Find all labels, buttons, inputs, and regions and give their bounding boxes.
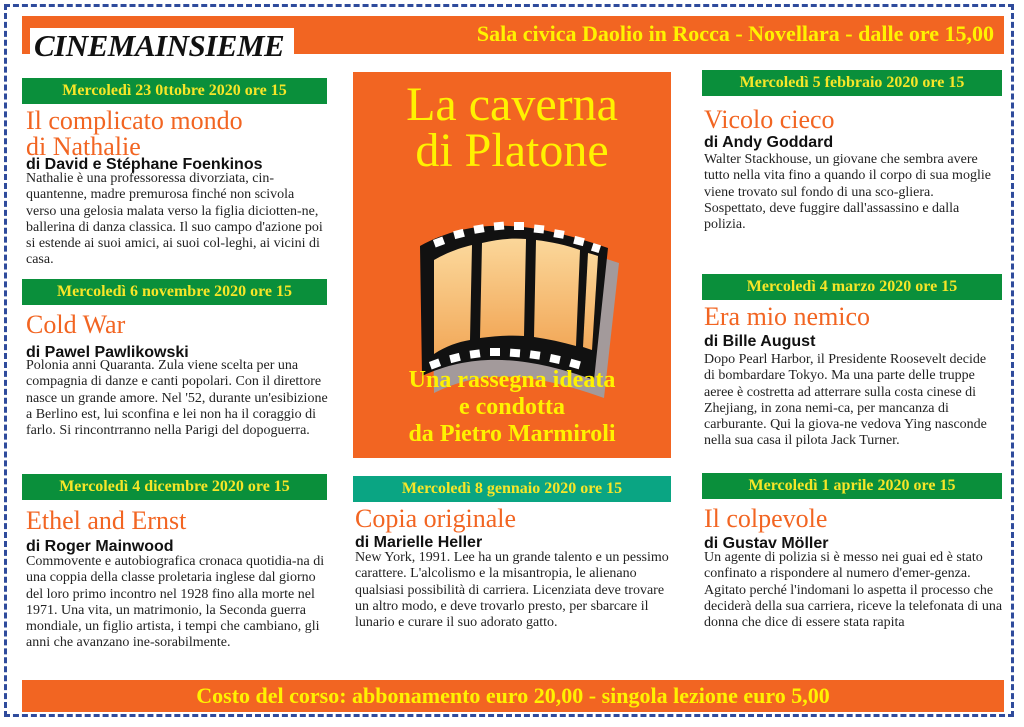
film-synopsis: New York, 1991. Lee ha un grande talento e un pessimo carattere. L'alcolismo e la misantropia, le alienano qualsiasi possibilità di carriera. Licenziata deve trovare un altro modo, e deve trovarlo presto, per sbarcare il lunario e curare il suo adorato gatto. [355,550,669,631]
film-director: di Andy Goddard [704,134,834,151]
screening-date: Mercoledì 4 marzo 2020 ore 15 [702,274,1002,300]
poster-subtitle [353,367,671,448]
screening-date: Mercoledì 23 0ttobre 2020 ore 15 [22,78,327,104]
film-synopsis: Polonia anni Quaranta. Zula viene scelta per una compagnia di danze e canti popolari. Con il direttore nasce un grande amore. Nel '52, durante un'esibizione a Berlino est, lui sconfina e lei non ha il coraggio di farlo. Si rincontrranno nella Parigi del dopoguerra. [26,358,328,439]
film-title: Ethel and Ernst [26,506,187,535]
poster-subtitle-line: e condotta [459,394,565,420]
film-title-line: Il complicato mondo [26,106,243,135]
screening-date: Mercoledì 5 febbraio 2020 ore 15 [702,70,1002,96]
film-director: di Roger Mainwood [26,538,174,555]
poster-curator: Pietro Marmiroli [439,421,616,447]
screening-date: Mercoledì 1 aprile 2020 ore 15 [702,473,1002,499]
page-title: CINEMAINSIEME [30,28,294,64]
film-director: di David e Stéphane Foenkinos [26,156,263,173]
poster-curator-line [353,421,671,448]
film-title: Vicolo cieco [704,105,835,134]
film-synopsis: Nathalie è una professoressa divorziata, cin-quantenne, madre premurosa finché non scivola verso una gelosia malata verso la figlia diciotten-ne, ballerina di danza classica. Il suo campo d'azione poi si estende ai suoi amici, ai suoi col-leghi, ai vicini di casa. [26,171,323,268]
film-title: Copia originale [355,504,517,533]
film-title: Il colpevole [704,504,828,533]
film-title: Era mio nemico [704,302,871,331]
venue-info: Sala civica Daolio in Rocca - Novellara - dalle ore 15,00 [476,21,994,46]
film-director: di Marielle Heller [355,534,483,551]
course-cost-banner: Costo del corso: abbonamento euro 20,00 - singola lezione euro 5,00 [22,680,1004,712]
film-title-line: di Nathalie [26,132,141,161]
screening-date: Mercoledì 6 novembre 2020 ore 15 [22,279,327,305]
film-director: di Bille August [704,333,816,350]
poster-subtitle-line: Una rassegna ideata [408,367,616,393]
poster-title-line: La caverna [406,78,618,131]
film-title [26,108,346,160]
film-director: di Gustav Möller [704,535,829,552]
film-director: di Pawel Pawlikowski [26,344,189,361]
screening-date: Mercoledì 8 gennaio 2020 ore 15 [353,476,671,502]
film-synopsis: Un agente di polizia si è messo nei guai ed è stato confinato a rispondere al numero d'emer-genza. Agitato perché l'indomani lo aspetta il processo che deciderà della sua carriera, riceve la telefonata di una donna che dice di essere stata rapita [704,550,1003,631]
poster-panel [353,72,671,458]
poster-title [353,78,671,177]
film-synopsis: Dopo Pearl Harbor, il Presidente Roosevelt decide di bombardare Tokyo. Ma una parte delle truppe aeree è costretta ad atterrare sulla costa cinese di Zhejiang, in zona nemi-ca, per mancanza di carburante. Qui la giova-ne vedova Ying nasconde nella sua casa il pilota Jack Turner. [704,352,987,449]
film-synopsis: Walter Stackhouse, un giovane che sembra avere tutto nella vita fino a quando il corpo di sua moglie viene trovato sul fondo di una sco-gliera. Sospettato, deve fuggire dall'assassino e dalla polizia. [704,152,991,233]
poster-by-word: da [408,421,434,447]
screening-date: Mercoledì 4 dicembre 2020 ore 15 [22,474,327,500]
film-synopsis: Commovente e autobiografica cronaca quotidia-na di una coppia della classe proletaria inglese dal giorno del loro primo incontro nel 1928 fino alla morte nel 1971. Una vita, un matrimonio, la Seconda guerra mondiale, un figlio artista, i tempi che cambiano, gli anni che avanzano ine-sorabilmente. [26,554,325,651]
poster-title-line: di Platone [415,124,609,177]
film-title: Cold War [26,310,126,339]
